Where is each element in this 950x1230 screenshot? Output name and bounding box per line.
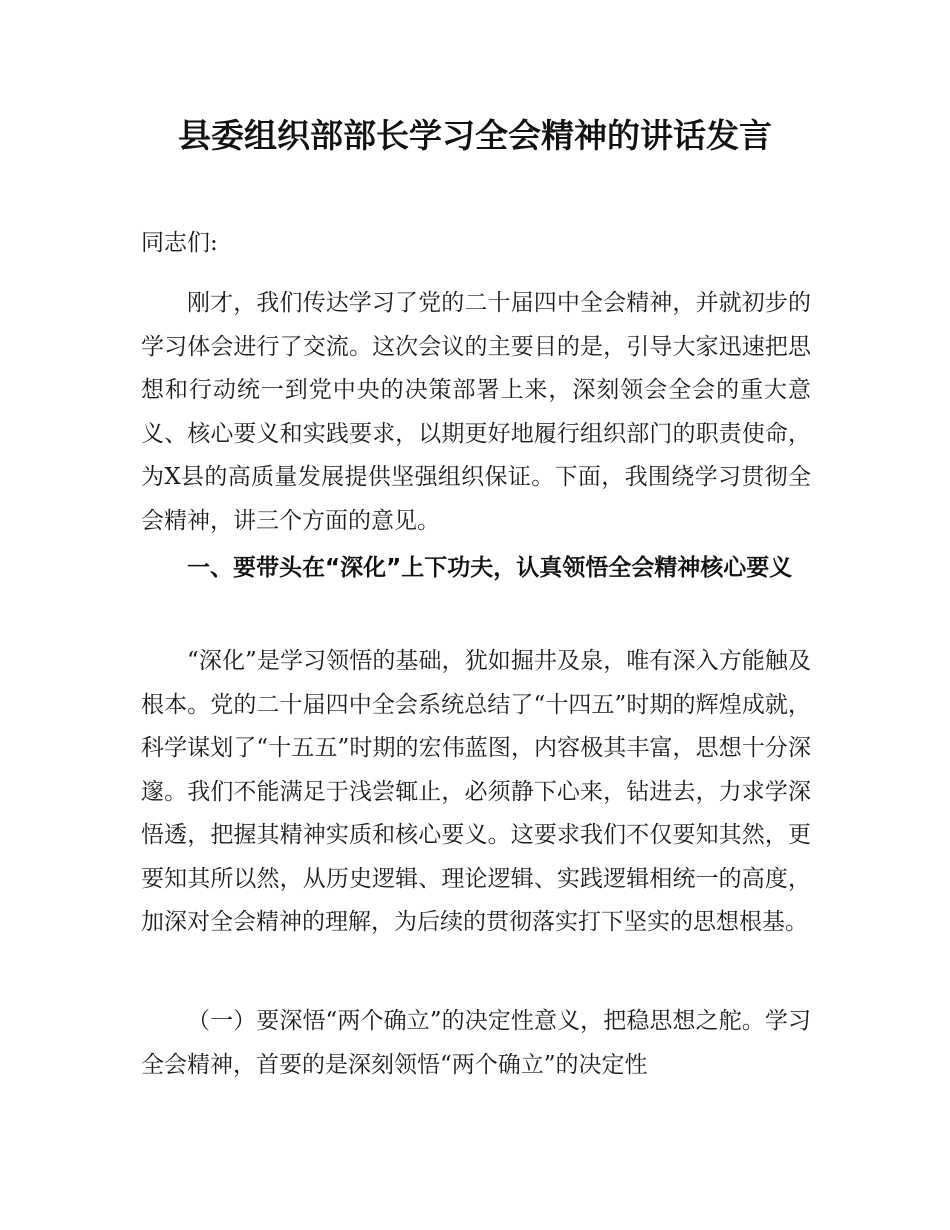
paragraph-deepening: “深化”是学习领悟的基础，犹如掘井及泉，唯有深入方能触及根本。党的二十届四中全会系统总结了“十四五”时期的辉煌成就，科学谋划了“十五五”时期的宏伟蓝图，内容极其丰富，思想十分深邃。我们不能满足于浅尝辄止，必须静下心来，钻进去，力求学深悟透，把握其精神实质和核心要义。这要求我们不仅要知其然，更要知其所以然，从历史逻辑、理论逻辑、实践逻辑相统一的高度，加深对全会精神的理解，为后续的贯彻落实打下坚实的思想根基。 xyxy=(141,648,811,935)
document-title: 县委组织部部长学习全会精神的讲话发言 xyxy=(178,116,772,155)
section-heading-1: 一、要带头在“深化”上下功夫，认真领悟全会精神核心要义 xyxy=(187,555,793,581)
salutation: 同志们: xyxy=(141,230,218,256)
paragraph-subsection-1: （一）要深悟“两个确立”的决定性意义，把稳思想之舵。学习全会精神，首要的是深刻领悟“两个确立”的决定性 xyxy=(141,1008,811,1078)
paragraph-intro: 刚才，我们传达学习了党的二十届四中全会精神，并就初步的学习体会进行了交流。这次会议的主要目的是，引导大家迅速把思想和行动统一到党中央的决策部署上来，深刻领会全会的重大意义、核心要义和实践要求，以期更好地履行组织部门的职责使命，为X县的高质量发展提供坚强组织保证。下面，我围绕学习贯彻全会精神，讲三个方面的意见。 xyxy=(141,290,811,534)
